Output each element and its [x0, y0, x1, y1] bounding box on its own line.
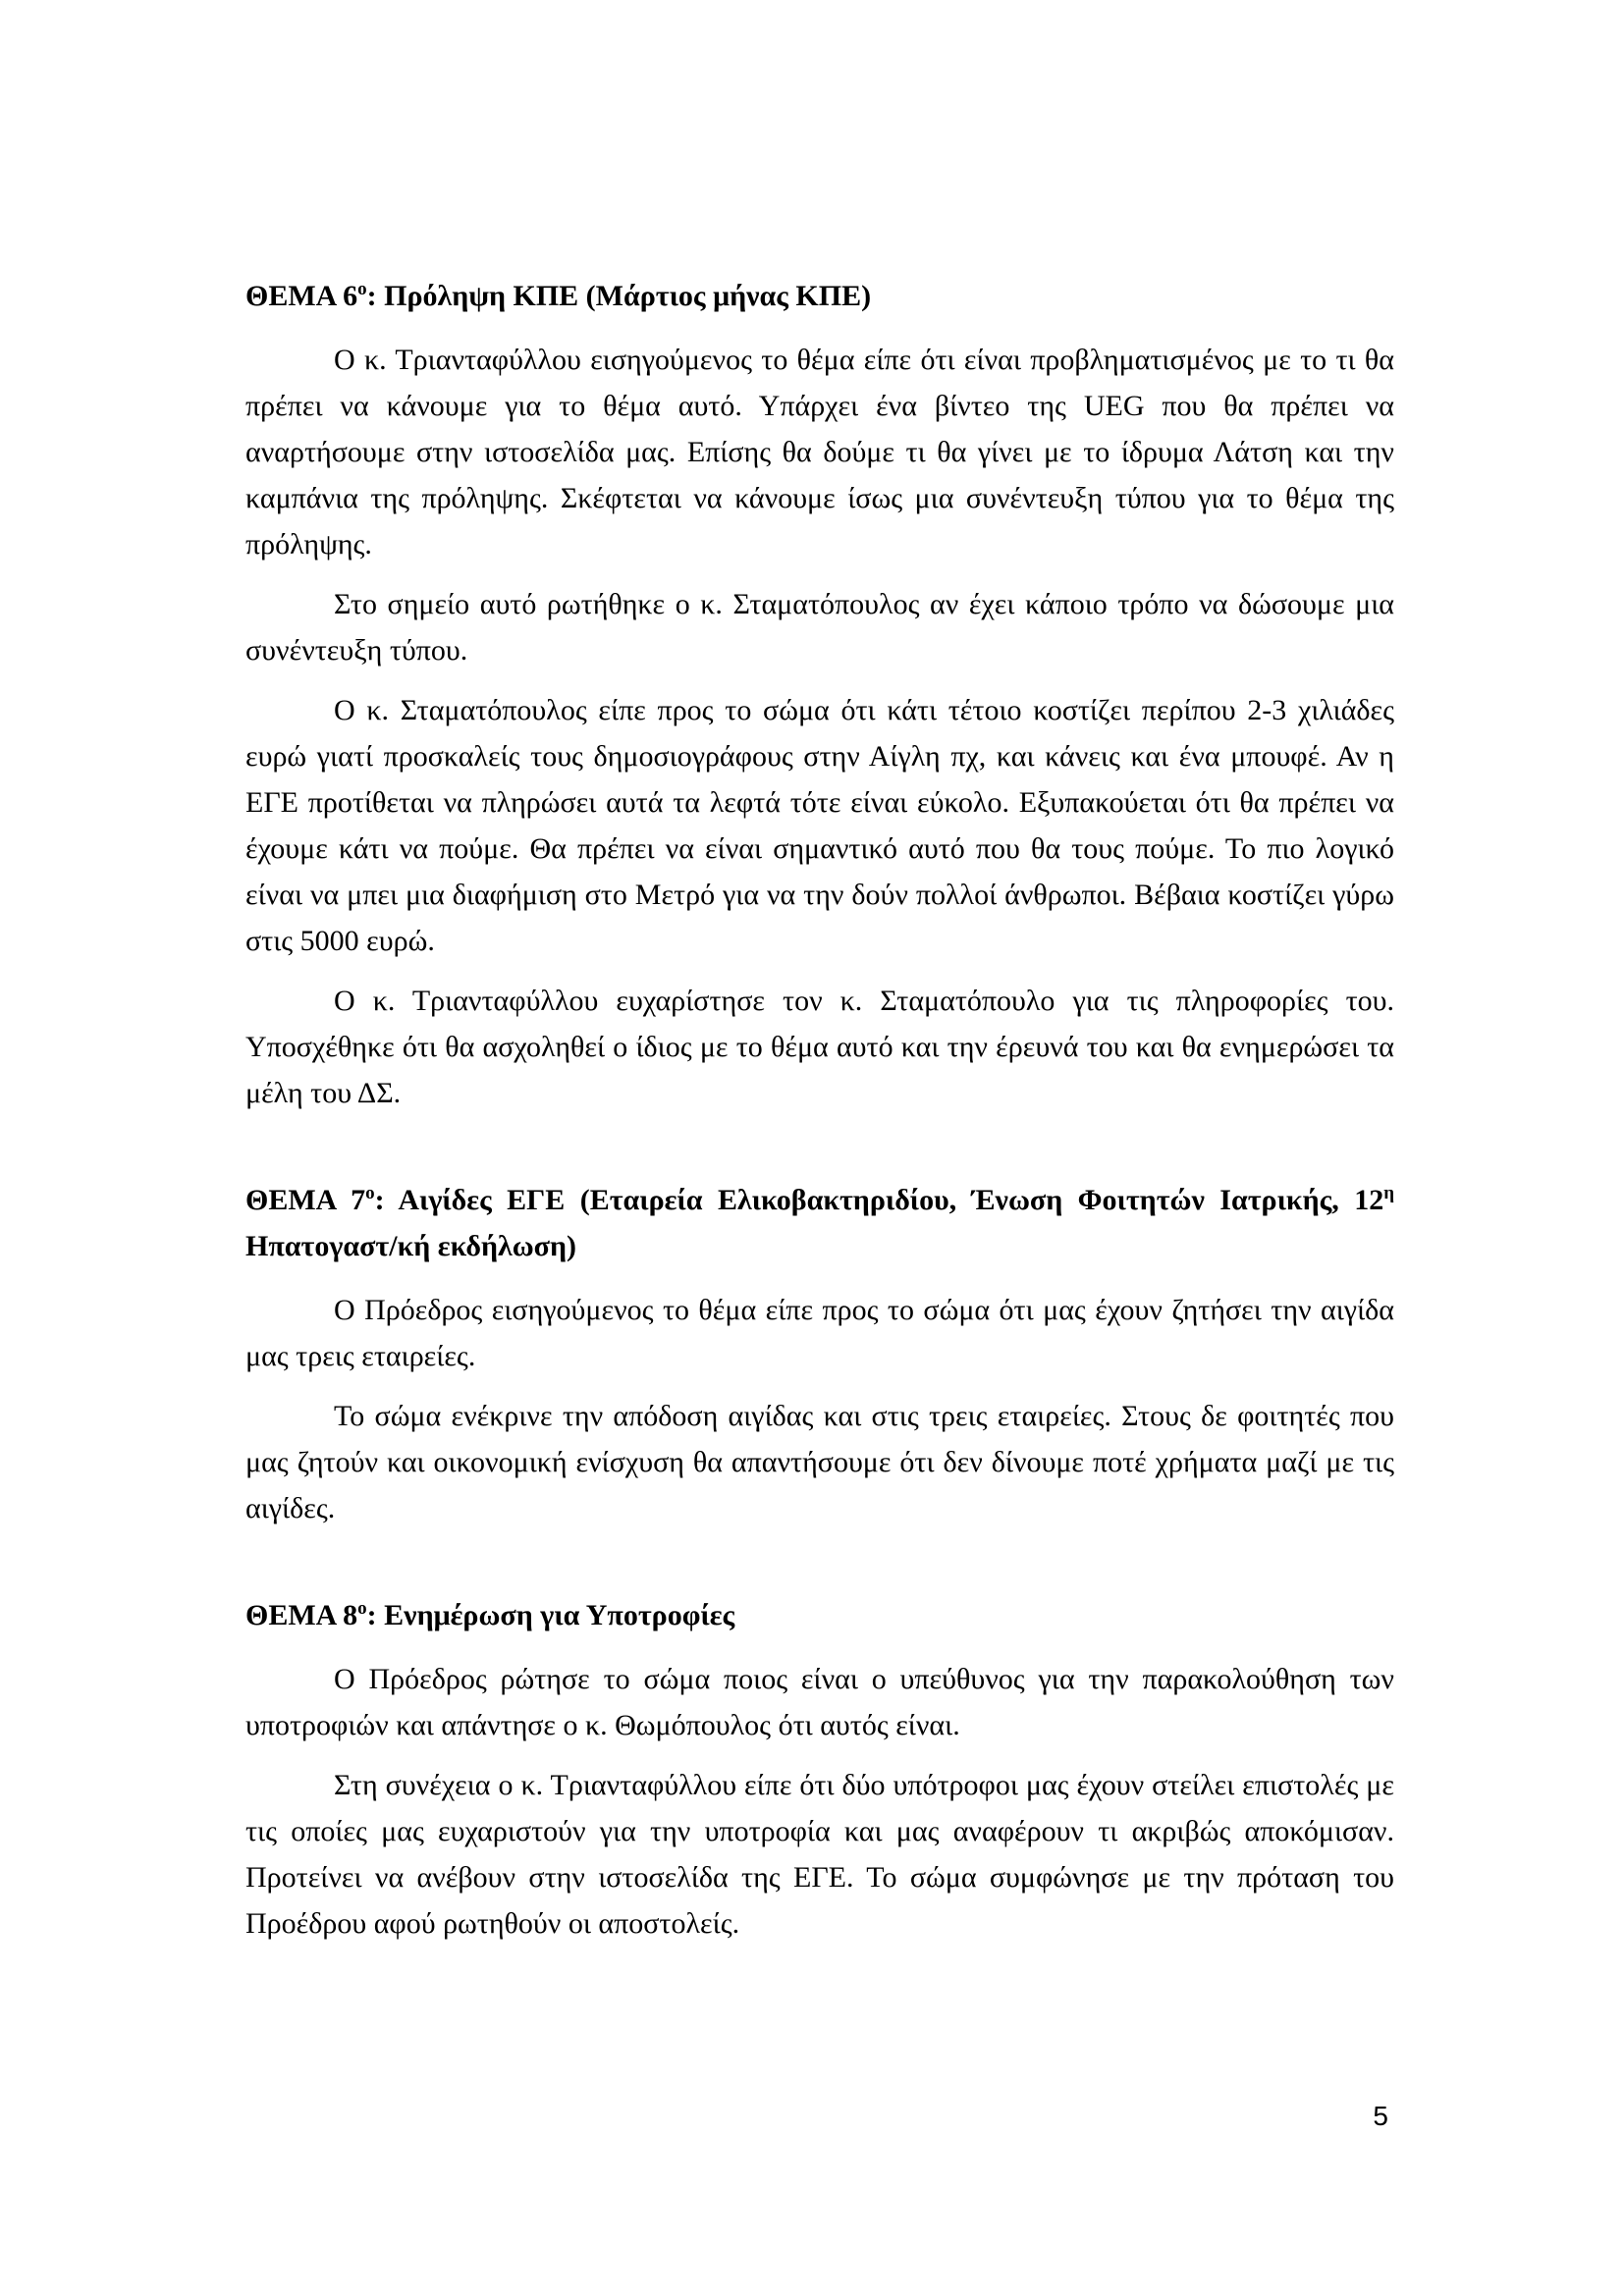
- section-heading-thema-6: [245, 273, 1394, 319]
- section-heading-thema-8: [245, 1592, 1394, 1638]
- heading-text: : Ενημέρωση για Υποτροφίες: [366, 1599, 735, 1631]
- paragraph: Στη συνέχεια ο κ. Τριανταφύλλου είπε ότι δύο υπότροφοι μας έχουν στείλει επιστολές με τις οποίες μας ευχαριστούν για την υποτροφία και μας αναφέρουν τι ακριβώς αποκόμισαν. Προτείνει να ανέβουν στην ιστοσελίδα της ΕΓΕ. Το σώμα συμφώνησε με την πρόταση του Προέδρου αφού ρωτηθούν οι αποστολείς.: [245, 1769, 1394, 1940]
- paragraph: Το σώμα ενέκρινε την απόδοση αιγίδας και στις τρεις εταιρείες. Στους δε φοιτητές που μας ζητούν και οικονομική ενίσχυση θα απαντήσουμε ότι δεν δίνουμε ποτέ χρήματα μαζί με τις αιγίδες.: [245, 1400, 1394, 1524]
- heading-ordinal-superscript: η: [1383, 1183, 1394, 1203]
- section-heading-thema-7: [245, 1177, 1394, 1269]
- heading-text: : Πρόληψη ΚΠΕ (Μάρτιος μήνας ΚΠΕ): [366, 280, 872, 312]
- paragraph: Ο κ. Τριανταφύλλου ευχαρίστησε τον κ. Σταματόπουλο για τις πληροφορίες του. Υποσχέθηκε ότι θα ασχοληθεί ο ίδιος με το θέμα αυτό και την έρευνά του και θα ενημερώσει τα μέλη του ΔΣ.: [245, 985, 1394, 1109]
- section-thema-8: [245, 1592, 1394, 1947]
- heading-text: ΘΕΜΑ 6: [245, 280, 358, 312]
- heading-text: Ηπατογαστ/κή εκδήλωση): [245, 1230, 577, 1262]
- paragraph: Ο Πρόεδρος ρώτησε το σώμα ποιος είναι ο υπεύθυνος για την παρακολούθηση των υποτροφιών και απάντησε ο κ. Θωμόπουλος ότι αυτός είναι.: [245, 1663, 1394, 1741]
- heading-ordinal-superscript: ο: [365, 1183, 375, 1203]
- section-thema-6: [245, 273, 1394, 1116]
- paragraph: Στο σημείο αυτό ρωτήθηκε ο κ. Σταματόπουλος αν έχει κάποιο τρόπο να δώσουμε μια συνέντευξη τύπου.: [245, 588, 1394, 667]
- paragraph: Ο κ. Τριανταφύλλου εισηγούμενος το θέμα είπε ότι είναι προβληματισμένος με το τι θα πρέπει να κάνουμε για το θέμα αυτό. Υπάρχει ένα βίντεο της UEG που θα πρέπει να αναρτήσουμε στην ιστοσελίδα μας. Επίσης θα δούμε τι θα γίνει με το ίδρυμα Λάτση και την καμπάνια της πρόληψης. Σκέφτεται να κάνουμε ίσως μια συνέντευξη τύπου για το θέμα της πρόληψης.: [245, 344, 1394, 561]
- heading-ordinal-superscript: ο: [357, 1598, 367, 1619]
- heading-text: ΘΕΜΑ 7: [245, 1184, 366, 1216]
- page-number: 5: [1373, 2101, 1388, 2131]
- section-thema-7: [245, 1177, 1394, 1531]
- heading-text: ΘΕΜΑ 8: [245, 1599, 358, 1631]
- paragraph: Ο κ. Σταματόπουλος είπε προς το σώμα ότι κάτι τέτοιο κοστίζει περίπου 2-3 χιλιάδες ευρώ γιατί προσκαλείς τους δημοσιογράφους στην Αίγλη πχ, και κάνεις και ένα μπουφέ. Αν η ΕΓΕ προτίθεται να πληρώσει αυτά τα λεφτά τότε είναι εύκολο. Εξυπακούεται ότι θα πρέπει να έχουμε κάτι να πούμε. Θα πρέπει να είναι σημαντικό αυτό που θα τους πούμε. Το πιο λογικό είναι να μπει μια διαφήμιση στο Μετρό για να την δούν πολλοί άνθρωποι. Βέβαια κοστίζει γύρω στις 5000 ευρώ.: [245, 694, 1394, 957]
- heading-ordinal-superscript: ο: [357, 279, 367, 299]
- paragraph: Ο Πρόεδρος εισηγούμενος το θέμα είπε προς το σώμα ότι μας έχουν ζητήσει την αιγίδα μας τρεις εταιρείες.: [245, 1294, 1394, 1372]
- heading-text: : Αιγίδες ΕΓΕ (Εταιρεία Ελικοβακτηριδίου, Ένωση Φοιτητών Ιατρικής, 12: [374, 1184, 1384, 1216]
